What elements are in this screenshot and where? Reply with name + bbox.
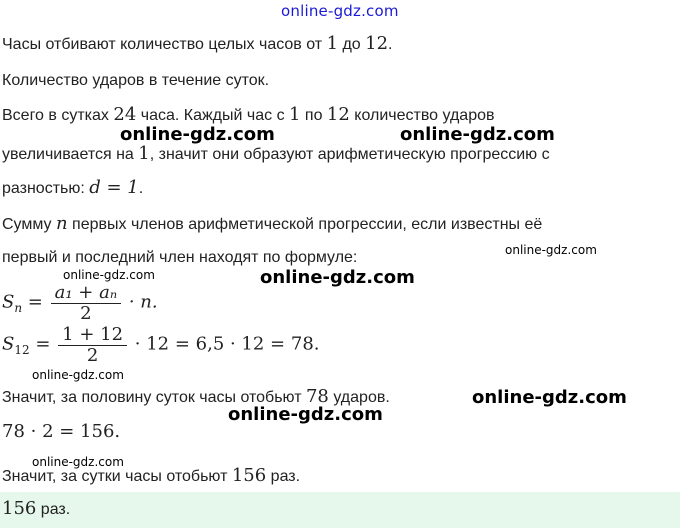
text-l3-a: Всего в сутках (2, 107, 114, 124)
watermark-5: online-gdz.com (260, 267, 415, 288)
watermark-1: online-gdz.com (120, 124, 275, 145)
formula-sum (2, 283, 158, 324)
formula-sum-lhs: S (2, 291, 15, 313)
math-l3-n3: 12 (326, 104, 350, 125)
formula-s12-eq: = (29, 333, 57, 355)
watermark-9: online-gdz.com (32, 455, 124, 469)
answer-line (2, 498, 70, 519)
formula-s12-rhs: · 12 = 6,5 · 12 = 78. (129, 333, 320, 355)
math-l3-n1: 24 (113, 104, 137, 125)
text-l3-c: по (300, 107, 327, 124)
watermark-top: online-gdz.com (281, 2, 399, 20)
answer-text: раз. (36, 501, 71, 518)
formula-sum-rhs: · n. (123, 291, 158, 313)
math-l8-n: 78 (305, 386, 329, 407)
text-l4-b: , значит они образуют арифметическую прогрессию с (149, 146, 550, 163)
watermark-4: online-gdz.com (63, 268, 155, 282)
formula-s12-numerator: 1 + 12 (62, 324, 124, 345)
watermark-7: online-gdz.com (472, 387, 627, 408)
formula-sum-denominator: 2 (51, 303, 122, 324)
text-l10-b: раз. (266, 468, 301, 485)
math-l3-n2: 1 (289, 104, 301, 125)
text-line-7: первый и последний член находят по формуле: (2, 249, 358, 266)
formula-sum-eq: = (22, 291, 49, 313)
text-line-9: 78 · 2 = 156. (2, 421, 121, 442)
text-line-4 (2, 143, 550, 164)
text-l8-a: Значит, за половину суток часы отобьют (2, 389, 306, 406)
text-l6-b: первых членов арифметической прогрессии, если известны её (67, 216, 543, 233)
formula-s12-sub: 12 (14, 342, 30, 357)
formula-s12-denominator: 2 (58, 345, 127, 366)
watermark-6: online-gdz.com (32, 368, 124, 382)
text-l4-a: увеличивается на (2, 146, 139, 163)
formula-s12-fraction (60, 325, 125, 366)
text-l6-a: Сумму (2, 216, 56, 233)
formula-sum-sub: n (14, 300, 23, 315)
text-l8-b: ударов. (328, 389, 390, 406)
text-line-1 (2, 33, 393, 54)
answer-number: 156 (2, 498, 37, 519)
watermark-3: online-gdz.com (505, 243, 597, 257)
watermark-8: online-gdz.com (228, 404, 383, 425)
formula-s12-lhs: S (2, 333, 15, 355)
math-l1-b: 12 (365, 33, 389, 54)
text-l1-end: . (388, 36, 393, 53)
text-line-6 (2, 213, 542, 234)
formula-s12 (2, 325, 320, 366)
answer-box (0, 492, 680, 528)
text-l3-b: часа. Каждый час с (136, 107, 290, 124)
math-l5: d = 1 (89, 177, 139, 198)
text-l3-d: количество ударов (349, 107, 495, 124)
text-line-10 (2, 465, 300, 486)
text-l5-a: разностью: (2, 180, 90, 197)
text-line-2: Количество ударов в течение суток. (2, 72, 270, 89)
formula-sum-numerator: a₁ + aₙ (54, 282, 118, 303)
math-l10-n: 156 (231, 465, 267, 486)
math-l1-a: 1 (326, 33, 339, 54)
watermark-2: online-gdz.com (400, 124, 555, 145)
text-l1-mid: до (338, 36, 366, 53)
math-l4-n: 1 (138, 143, 150, 164)
text-line-5 (2, 177, 143, 198)
math-l6-n: n (56, 213, 68, 234)
text-l5-b: . (138, 180, 144, 197)
text-line-3 (2, 104, 495, 125)
formula-sum-fraction (53, 283, 120, 324)
text-l1: Часы отбивают количество целых часов от (2, 36, 327, 53)
text-l10-a: Значит, за сутки часы отобьют (2, 468, 232, 485)
